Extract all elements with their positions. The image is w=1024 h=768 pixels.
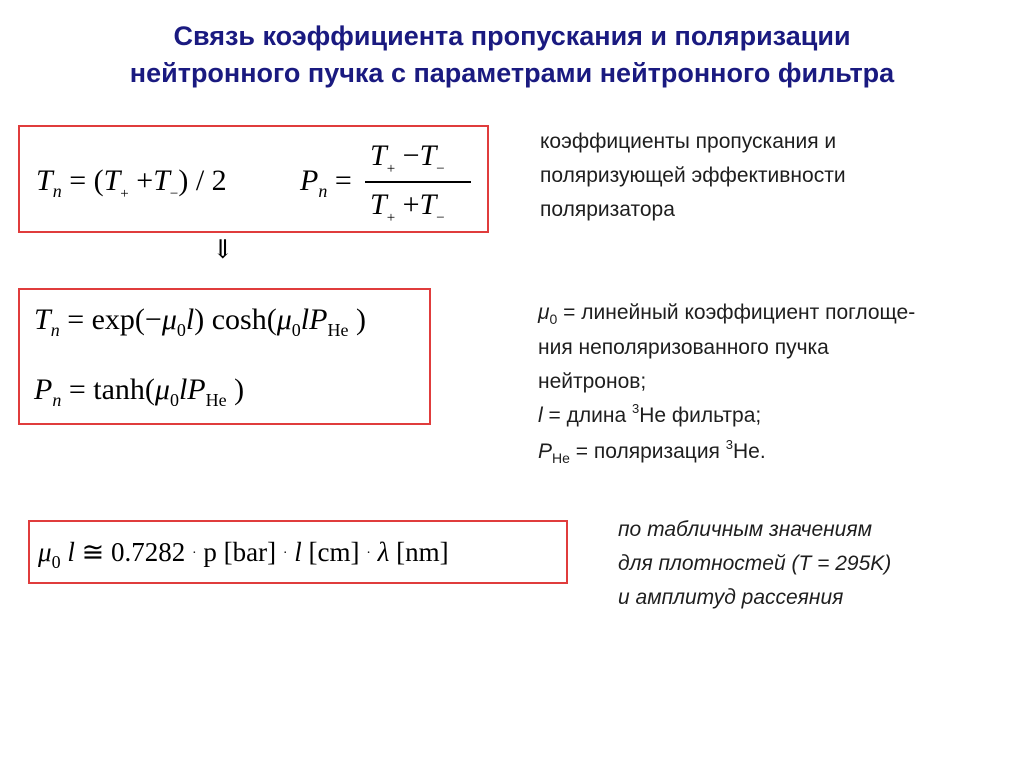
tn-exp-cosh-formula: $T_n = \exp(-\mu_0l)$ $\cosh(\mu_0lP_{He}$ ): [34, 303, 366, 340]
pn-lhs: $P_n$ =: [300, 164, 352, 201]
implies-down-arrow-icon: ⇓: [212, 235, 234, 264]
fraction-bar: [365, 181, 471, 183]
note-transmission-coefficients: коэффициенты пропускания и поляризующей эффективности поляризатора: [540, 130, 846, 221]
mu-l-numeric-formula: $\mu_0$ l ≅ 0.7282 · p [bar] · l [cm] · λ [nm]: [38, 537, 449, 572]
tn-formula: $T_n = (T_+ +T_-) / 2$: [36, 164, 227, 202]
title-line-2: нейтронного пучка с параметрами нейтронного фильтра: [129, 58, 895, 88]
title-line-1: Связь коэффициента пропускания и поляризации: [173, 21, 851, 51]
note-parameters: $\mu_0$ = линейный коэффициент поглоще- ния неполяризованного пучка нейтронов; l = длина $^3$He фильтра; $P_{He}$ = поляризация $^3$He.: [538, 301, 916, 466]
pn-denominator: $T_+ +T_-$: [370, 188, 445, 226]
note-table-values: по табличным значениям для плотностей (T = 295K) и амплитуд рассеяния: [618, 518, 892, 609]
pn-numerator: $T_+ -T_-$: [370, 139, 445, 177]
pn-tanh-formula: $P_n = \tanh(\mu_0lP_{He}$ ): [34, 373, 245, 410]
slide-title: [0, 18, 1024, 92]
